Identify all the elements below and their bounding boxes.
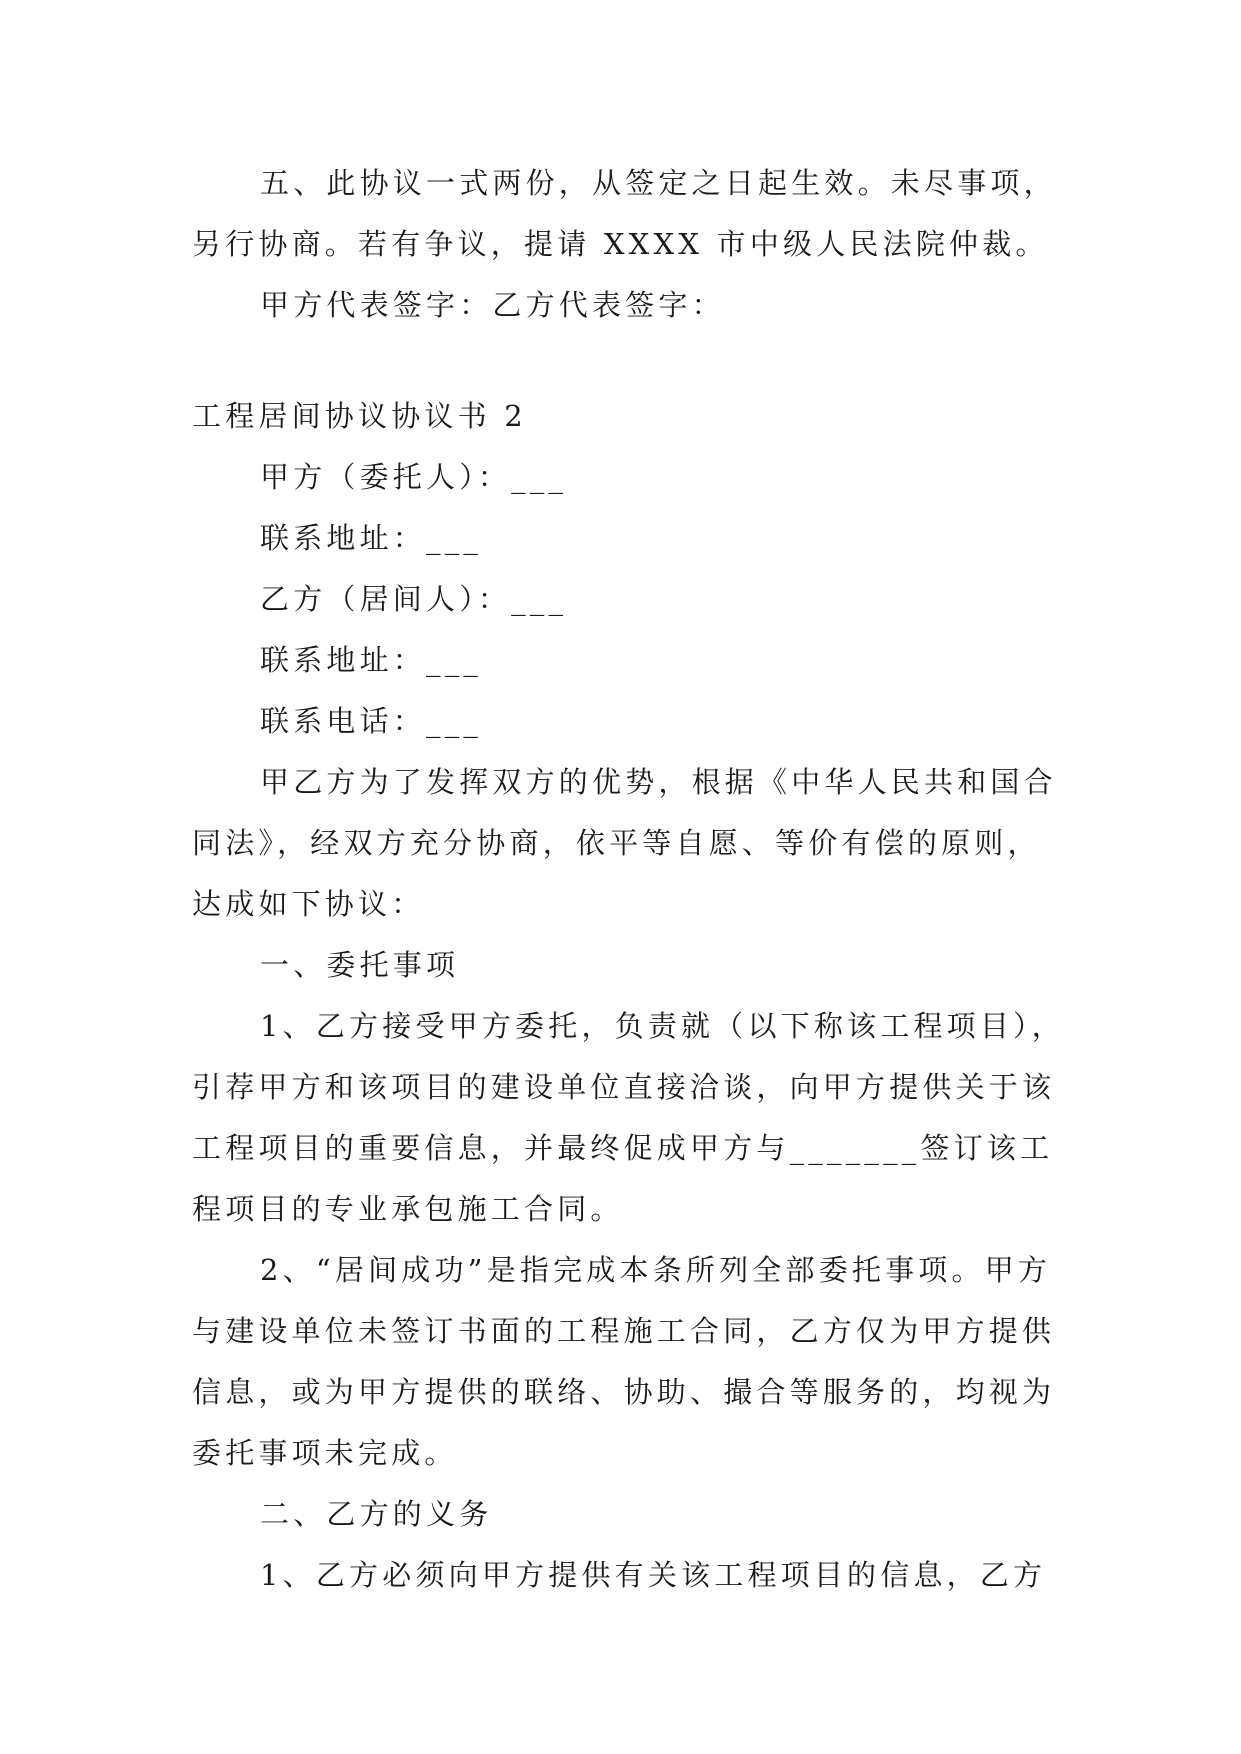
section-spacer bbox=[192, 343, 1072, 393]
preamble-line-3: 达成如下协议： bbox=[192, 887, 425, 921]
party-a-line: 甲方（委托人）：___ bbox=[260, 460, 568, 494]
article-2-item-1-line-1: 1、乙方必须向甲方提供有关该工程项目的信息，乙方 bbox=[260, 1558, 1047, 1592]
clause-five-line-2: 另行协商。若有争议，提请 XXXX 市中级人民法院仲裁。 bbox=[192, 227, 1049, 261]
article-1-item-2-line-4: 委托事项未完成。 bbox=[192, 1436, 458, 1470]
party-b-line: 乙方（居间人）：___ bbox=[260, 582, 568, 616]
clause-five-line-1: 五、此协议一式两份，从签定之日起生效。未尽事项， bbox=[260, 166, 1057, 200]
preamble-line-2: 同法》，经双方充分协商，依平等自愿、等价有偿的原则， bbox=[192, 826, 1041, 860]
party-b-phone-line: 联系电话：___ bbox=[260, 704, 483, 738]
document-body bbox=[192, 160, 1072, 1613]
article-1-item-1-line-4: 程项目的专业承包施工合同。 bbox=[192, 1192, 624, 1226]
article-1-item-1-line-2: 引荐甲方和该项目的建设单位直接洽谈，向甲方提供关于该 bbox=[192, 1070, 1056, 1104]
party-a-address-line: 联系地址：___ bbox=[260, 521, 483, 555]
article-1-item-2-line-1: 2、“居间成功”是指完成本条所列全部委托事项。甲方 bbox=[260, 1253, 1052, 1287]
article-1-item-2-line-3: 信息，或为甲方提供的联络、协助、撮合等服务的，均视为 bbox=[192, 1375, 1056, 1409]
party-b-address-line: 联系地址：___ bbox=[260, 643, 483, 677]
article-1-item-2-line-2: 与建设单位未签订书面的工程施工合同，乙方仅为甲方提供 bbox=[192, 1314, 1056, 1348]
preamble-line-1: 甲乙方为了发挥双方的优势，根据《中华人民共和国合 bbox=[260, 765, 1057, 799]
article-1-heading: 一、委托事项 bbox=[260, 948, 460, 982]
article-2-heading: 二、乙方的义务 bbox=[260, 1497, 493, 1531]
section-title: 工程居间协议协议书 2 bbox=[192, 399, 527, 433]
article-1-item-1-line-1: 1、乙方接受甲方委托，负责就（以下称该工程项目）， bbox=[260, 1009, 1065, 1043]
signature-line: 甲方代表签字：乙方代表签字： bbox=[260, 288, 725, 322]
article-1-item-1-line-3: 工程项目的重要信息，并最终促成甲方与_______签订该工 bbox=[192, 1131, 1054, 1165]
